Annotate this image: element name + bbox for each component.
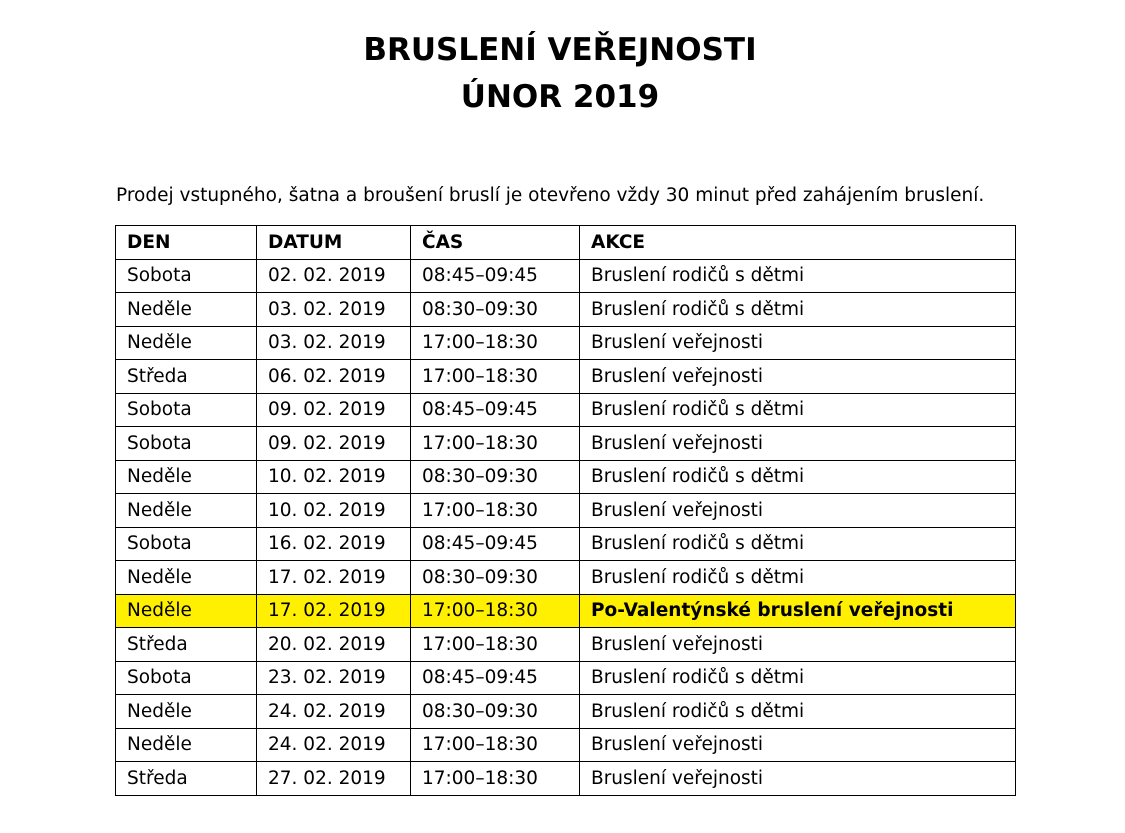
cell-cas: 17:00–18:30 <box>411 628 580 662</box>
cell-cas: 17:00–18:30 <box>411 494 580 528</box>
table-row <box>116 527 1016 561</box>
intro-text: Prodej vstupného, šatna a broušení bruslí je otevřeno vždy 30 minut před zahájením bruslení. <box>116 185 985 206</box>
cell-datum: 27. 02. 2019 <box>257 762 411 796</box>
cell-cas: 17:00–18:30 <box>411 762 580 796</box>
cell-akce: Bruslení veřejnosti <box>580 628 1016 662</box>
cell-cas: 17:00–18:30 <box>411 326 580 360</box>
cell-cas: 17:00–18:30 <box>411 360 580 394</box>
cell-akce: Bruslení veřejnosti <box>580 762 1016 796</box>
cell-den: Neděle <box>116 594 257 628</box>
cell-datum: 17. 02. 2019 <box>257 594 411 628</box>
cell-den: Sobota <box>116 527 257 561</box>
cell-cas: 08:45–09:45 <box>411 527 580 561</box>
table-row <box>116 695 1016 729</box>
cell-akce: Bruslení rodičů s dětmi <box>580 661 1016 695</box>
cell-datum: 10. 02. 2019 <box>257 494 411 528</box>
cell-akce: Bruslení rodičů s dětmi <box>580 695 1016 729</box>
cell-cas: 08:45–09:45 <box>411 393 580 427</box>
table-row <box>116 427 1016 461</box>
table-row <box>116 728 1016 762</box>
table-row <box>116 661 1016 695</box>
cell-den: Neděle <box>116 326 257 360</box>
cell-datum: 24. 02. 2019 <box>257 728 411 762</box>
cell-den: Středa <box>116 360 257 394</box>
cell-datum: 02. 02. 2019 <box>257 259 411 293</box>
cell-den: Neděle <box>116 695 257 729</box>
cell-den: Sobota <box>116 259 257 293</box>
table-row <box>116 628 1016 662</box>
table-row <box>116 594 1016 628</box>
cell-datum: 10. 02. 2019 <box>257 460 411 494</box>
page-title: BRUSLENÍ VEŘEJNOSTI <box>363 32 757 68</box>
cell-datum: 03. 02. 2019 <box>257 326 411 360</box>
cell-den: Neděle <box>116 728 257 762</box>
cell-datum: 03. 02. 2019 <box>257 293 411 327</box>
header-akce: AKCE <box>580 226 1016 260</box>
table-body <box>116 259 1016 795</box>
cell-cas: 08:30–09:30 <box>411 695 580 729</box>
header-cas: ČAS <box>411 226 580 260</box>
cell-den: Neděle <box>116 561 257 595</box>
table-row <box>116 360 1016 394</box>
cell-datum: 09. 02. 2019 <box>257 427 411 461</box>
cell-datum: 23. 02. 2019 <box>257 661 411 695</box>
table-row <box>116 393 1016 427</box>
cell-akce: Bruslení rodičů s dětmi <box>580 259 1016 293</box>
cell-akce: Bruslení rodičů s dětmi <box>580 293 1016 327</box>
cell-cas: 08:30–09:30 <box>411 293 580 327</box>
cell-akce: Bruslení rodičů s dětmi <box>580 527 1016 561</box>
schedule-table <box>115 225 1016 796</box>
cell-akce: Bruslení veřejnosti <box>580 360 1016 394</box>
cell-den: Neděle <box>116 494 257 528</box>
cell-den: Sobota <box>116 427 257 461</box>
cell-akce: Bruslení veřejnosti <box>580 326 1016 360</box>
cell-akce: Bruslení veřejnosti <box>580 728 1016 762</box>
cell-den: Sobota <box>116 661 257 695</box>
cell-cas: 17:00–18:30 <box>411 728 580 762</box>
table-row <box>116 561 1016 595</box>
cell-datum: 20. 02. 2019 <box>257 628 411 662</box>
cell-cas: 08:45–09:45 <box>411 661 580 695</box>
cell-akce: Bruslení rodičů s dětmi <box>580 460 1016 494</box>
cell-datum: 16. 02. 2019 <box>257 527 411 561</box>
cell-den: Sobota <box>116 393 257 427</box>
cell-akce: Bruslení rodičů s dětmi <box>580 393 1016 427</box>
cell-datum: 24. 02. 2019 <box>257 695 411 729</box>
cell-akce: Po-Valentýnské bruslení veřejnosti <box>580 594 1016 628</box>
table-header-row <box>116 226 1016 260</box>
cell-den: Neděle <box>116 460 257 494</box>
cell-datum: 06. 02. 2019 <box>257 360 411 394</box>
cell-cas: 17:00–18:30 <box>411 427 580 461</box>
page-subtitle: ÚNOR 2019 <box>460 79 660 115</box>
cell-den: Středa <box>116 762 257 796</box>
cell-akce: Bruslení veřejnosti <box>580 494 1016 528</box>
cell-den: Neděle <box>116 293 257 327</box>
cell-akce: Bruslení veřejnosti <box>580 427 1016 461</box>
table-row <box>116 259 1016 293</box>
table-row <box>116 460 1016 494</box>
table-row <box>116 494 1016 528</box>
cell-akce: Bruslení rodičů s dětmi <box>580 561 1016 595</box>
cell-datum: 17. 02. 2019 <box>257 561 411 595</box>
cell-cas: 08:30–09:30 <box>411 460 580 494</box>
cell-datum: 09. 02. 2019 <box>257 393 411 427</box>
table-row <box>116 293 1016 327</box>
cell-cas: 08:30–09:30 <box>411 561 580 595</box>
header-datum: DATUM <box>257 226 411 260</box>
cell-cas: 17:00–18:30 <box>411 594 580 628</box>
header-den: DEN <box>116 226 257 260</box>
cell-cas: 08:45–09:45 <box>411 259 580 293</box>
table-row <box>116 762 1016 796</box>
cell-den: Středa <box>116 628 257 662</box>
table-row <box>116 326 1016 360</box>
